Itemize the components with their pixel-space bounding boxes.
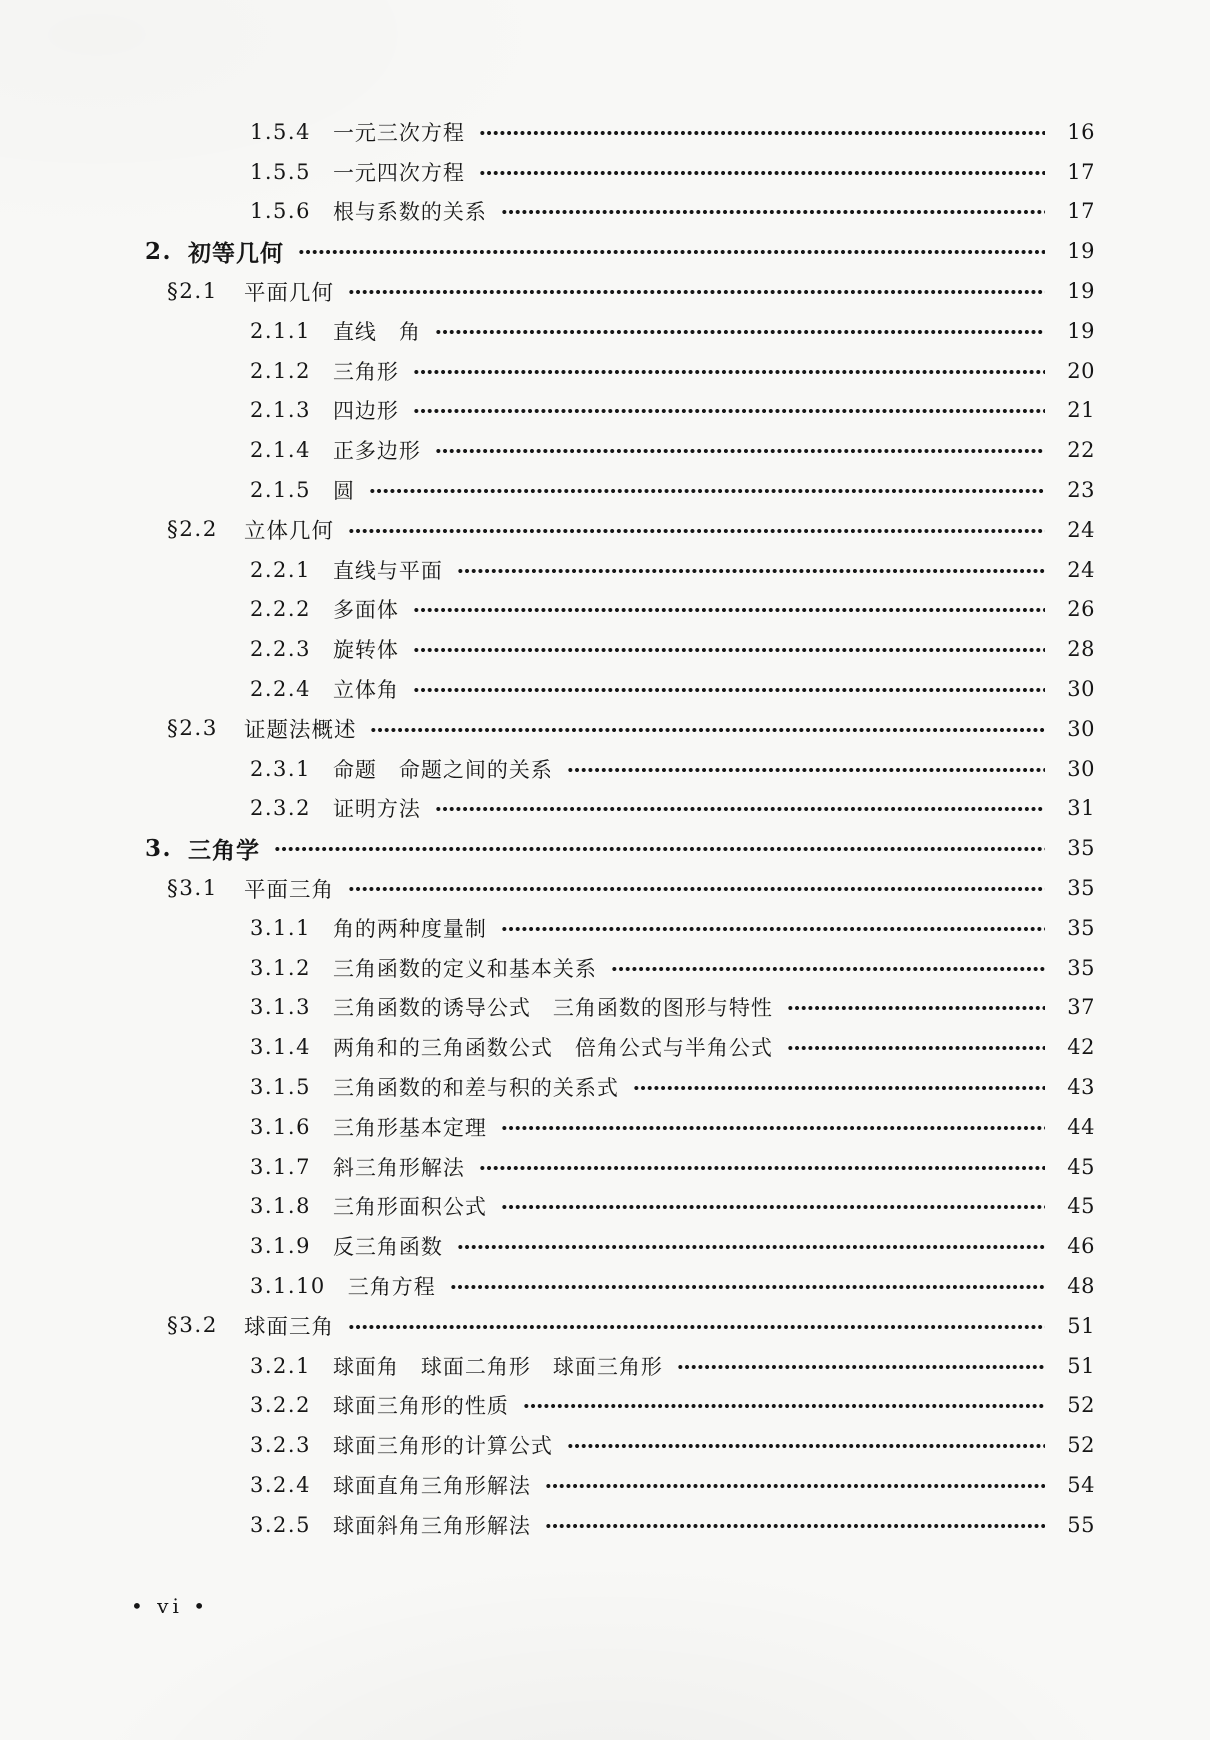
- dot-leader: [413, 361, 1045, 383]
- toc-entry-page: 35: [1067, 915, 1095, 940]
- toc-entry-page: 16: [1067, 119, 1095, 144]
- toc-entry: [145, 1425, 1095, 1465]
- dot-leader: [501, 1117, 1045, 1139]
- toc-entry-number: 2.: [145, 237, 173, 265]
- dot-leader: [633, 1077, 1045, 1099]
- toc-entry: [145, 1107, 1095, 1147]
- toc-entry-number: 2.2.1: [250, 557, 311, 582]
- toc-entry-number: 3.2.5: [250, 1512, 311, 1537]
- toc-entry: [145, 1027, 1095, 1067]
- toc-entry-number: 3.1.6: [250, 1114, 311, 1139]
- toc-entry-number: 3.: [145, 834, 173, 862]
- toc-entry-page: 35: [1067, 955, 1095, 980]
- toc-entry-page: 48: [1067, 1274, 1095, 1298]
- toc-entry-title: 三角函数的和差与积的关系式: [332, 1076, 619, 1101]
- dot-leader: [545, 1475, 1045, 1497]
- toc-entry-number: 3.1.1: [250, 915, 311, 940]
- toc-entry-title: 球面角 球面二角形 球面三角形: [332, 1354, 663, 1379]
- toc-entry-page: 30: [1067, 716, 1095, 741]
- toc-entry-page: 17: [1067, 199, 1095, 224]
- toc-entry: [145, 271, 1095, 311]
- toc-entry: [145, 510, 1095, 550]
- dot-leader: [348, 878, 1045, 900]
- dot-leader: [457, 1236, 1045, 1258]
- toc-entry-number: 1.5.5: [250, 159, 311, 184]
- toc-entry-title: 三角函数的定义和基本关系: [332, 956, 597, 981]
- toc-entry: [145, 1067, 1095, 1107]
- toc-entry: [145, 629, 1095, 669]
- toc-entry-title: 立体角: [332, 678, 399, 703]
- toc-entry: [145, 1505, 1095, 1545]
- dot-leader: [787, 1037, 1045, 1059]
- toc-entry-page: 19: [1067, 318, 1095, 343]
- toc-entry-title: 初等几何: [188, 239, 285, 267]
- toc-entry-title: 角的两种度量制: [332, 916, 487, 941]
- dot-leader: [567, 759, 1045, 781]
- dot-leader: [450, 1276, 1045, 1298]
- toc-entry: [145, 1306, 1095, 1346]
- toc-entry-title: 反三角函数: [332, 1235, 443, 1260]
- toc-entry-title: 直线与平面: [332, 558, 443, 583]
- dot-leader: [457, 560, 1045, 582]
- dot-leader: [479, 122, 1045, 144]
- toc-entry-number: 3.1.2: [250, 955, 311, 980]
- dot-leader: [413, 599, 1045, 621]
- toc-entry: [145, 1226, 1095, 1266]
- toc-entry: [145, 948, 1095, 988]
- toc-entry: [145, 1386, 1095, 1426]
- toc-entry-page: 22: [1067, 438, 1095, 463]
- dot-leader: [413, 639, 1045, 661]
- toc-entry-title: 多面体: [332, 598, 399, 623]
- toc-entry: [145, 749, 1095, 789]
- dot-leader: [677, 1356, 1045, 1378]
- toc-entry-number: 2.2.4: [250, 677, 311, 702]
- toc-entry-number: 3.1.4: [250, 1035, 311, 1060]
- toc-entry-title: 平面三角: [243, 877, 334, 903]
- dot-leader: [787, 997, 1045, 1019]
- toc-entry-page: 28: [1067, 637, 1095, 662]
- dot-leader: [479, 162, 1045, 184]
- toc-entry-title: 旋转体: [332, 638, 399, 663]
- toc-entry-title: 三角函数的诱导公式 三角函数的图形与特性: [332, 996, 773, 1021]
- toc-entry-page: 43: [1067, 1075, 1095, 1100]
- toc-entry-number: 2.1.1: [250, 318, 311, 343]
- toc-entry-number: 2.1.5: [250, 478, 311, 503]
- toc-entry: [145, 550, 1095, 590]
- toc-entry-page: 35: [1067, 876, 1095, 901]
- toc-entry-title: 球面三角形的性质: [332, 1394, 509, 1419]
- page-folio: • vi •: [131, 1594, 210, 1618]
- toc-entry-number: §2.2: [167, 517, 218, 543]
- toc-entry-page: 35: [1067, 836, 1095, 861]
- toc-entry: [145, 470, 1095, 510]
- toc-entry-page: 42: [1067, 1035, 1095, 1060]
- toc-entry-number: §2.1: [167, 278, 218, 304]
- toc-entry-title: 三角形面积公式: [332, 1195, 487, 1220]
- dot-leader: [435, 440, 1045, 462]
- table-of-contents: [145, 112, 1095, 1545]
- toc-entry-number: 3.1.8: [250, 1194, 311, 1219]
- toc-entry-number: 3.2.3: [250, 1433, 311, 1458]
- toc-entry-page: 23: [1067, 478, 1095, 503]
- toc-entry-number: 2.2.2: [250, 597, 311, 622]
- toc-entry-number: 3.1.3: [250, 995, 311, 1020]
- dot-leader: [413, 679, 1045, 701]
- toc-entry-number: 2.1.3: [250, 398, 311, 423]
- toc-entry: [145, 590, 1095, 630]
- toc-entry: [145, 988, 1095, 1028]
- toc-entry: [145, 1147, 1095, 1187]
- toc-entry-title: 球面直角三角形解法: [332, 1473, 531, 1498]
- toc-entry: [145, 1266, 1095, 1306]
- toc-entry-number: 3.2.1: [250, 1353, 311, 1378]
- toc-entry-page: 44: [1067, 1114, 1095, 1139]
- toc-entry: [145, 1187, 1095, 1227]
- dot-leader: [567, 1435, 1045, 1457]
- toc-entry-page: 24: [1067, 517, 1095, 542]
- dot-leader: [545, 1515, 1045, 1537]
- toc-entry-number: 3.1.9: [250, 1234, 311, 1259]
- dot-leader: [348, 520, 1045, 542]
- toc-entry-number: 2.2.3: [250, 637, 311, 662]
- toc-entry: [145, 192, 1095, 232]
- toc-entry-title: 一元三次方程: [332, 120, 465, 145]
- toc-entry-title: 球面三角形的计算公式: [332, 1434, 553, 1459]
- toc-entry-number: §2.3: [167, 716, 218, 742]
- dot-leader: [501, 201, 1045, 223]
- toc-entry: [145, 1346, 1095, 1386]
- toc-entry: [145, 231, 1095, 271]
- dot-leader: [298, 241, 1045, 263]
- toc-entry-page: 37: [1067, 995, 1095, 1020]
- toc-entry-number: 3.2.2: [250, 1393, 311, 1418]
- dot-leader: [435, 798, 1045, 820]
- toc-entry-page: 45: [1067, 1154, 1095, 1179]
- toc-entry-title: 斜三角形解法: [332, 1155, 465, 1180]
- toc-entry-page: 46: [1067, 1234, 1095, 1259]
- dot-leader: [611, 958, 1045, 980]
- dot-leader: [501, 1196, 1045, 1218]
- toc-entry: [145, 789, 1095, 829]
- toc-entry-page: 21: [1067, 398, 1095, 423]
- toc-entry-number: 1.5.4: [250, 119, 311, 144]
- toc-entry-page: 26: [1067, 597, 1095, 622]
- toc-entry-title: 证明方法: [332, 797, 421, 822]
- toc-entry-page: 52: [1067, 1393, 1095, 1418]
- toc-entry: [145, 430, 1095, 470]
- toc-entry: [145, 351, 1095, 391]
- toc-entry-page: 55: [1067, 1512, 1095, 1537]
- toc-entry: [145, 908, 1095, 948]
- toc-entry-title: 球面三角: [243, 1315, 334, 1341]
- toc-entry-page: 19: [1067, 279, 1095, 304]
- toc-entry-page: 31: [1067, 796, 1095, 821]
- toc-entry-title: 平面几何: [243, 280, 334, 306]
- toc-entry-title: 直线 角: [332, 319, 421, 344]
- dot-leader: [501, 918, 1045, 940]
- toc-entry: [145, 868, 1095, 908]
- toc-entry-page: 51: [1067, 1313, 1095, 1338]
- toc-entry-page: 51: [1067, 1353, 1095, 1378]
- toc-entry-title: 球面斜角三角形解法: [332, 1513, 531, 1538]
- toc-entry-page: 24: [1067, 557, 1095, 582]
- toc-entry-number: 2.3.1: [250, 756, 311, 781]
- toc-entry-title: 命题 命题之间的关系: [332, 757, 553, 782]
- toc-entry-number: 3.1.10: [250, 1274, 326, 1298]
- toc-entry-title: 证题法概述: [243, 718, 357, 744]
- toc-entry-number: 2.1.4: [250, 438, 311, 463]
- toc-entry-title: 三角形: [332, 359, 399, 384]
- toc-entry-title: 三角形基本定理: [332, 1115, 487, 1140]
- toc-entry-page: 45: [1067, 1194, 1095, 1219]
- toc-entry-number: 1.5.6: [250, 199, 311, 224]
- toc-entry: [145, 391, 1095, 431]
- toc-entry-page: 17: [1067, 159, 1095, 184]
- toc-entry-page: 19: [1067, 239, 1095, 264]
- toc-entry-title: 正多边形: [332, 439, 421, 464]
- toc-entry: [145, 112, 1095, 152]
- dot-leader: [435, 321, 1045, 343]
- toc-entry: [145, 709, 1095, 749]
- toc-entry-number: 2.1.2: [250, 358, 311, 383]
- toc-entry-title: 四边形: [332, 399, 399, 424]
- toc-entry-number: 3.1.7: [250, 1154, 311, 1179]
- toc-entry-title: 三角学: [188, 836, 261, 864]
- toc-entry: [145, 669, 1095, 709]
- dot-leader: [348, 1316, 1045, 1338]
- dot-leader: [348, 281, 1045, 303]
- toc-entry-title: 一元四次方程: [332, 160, 465, 185]
- toc-entry-number: 3.1.5: [250, 1075, 311, 1100]
- toc-entry: [145, 152, 1095, 192]
- dot-leader: [413, 400, 1045, 422]
- toc-entry-number: §3.1: [167, 875, 218, 901]
- toc-entry-title: 两角和的三角函数公式 倍角公式与半角公式: [332, 1036, 773, 1061]
- toc-entry-page: 30: [1067, 756, 1095, 781]
- dot-leader: [369, 480, 1045, 502]
- toc-entry: [145, 828, 1095, 868]
- dot-leader: [274, 838, 1045, 860]
- dot-leader: [523, 1395, 1045, 1417]
- toc-entry-title: 圆: [332, 479, 355, 504]
- toc-entry-title: 立体几何: [243, 519, 334, 545]
- toc-entry-number: §3.2: [167, 1313, 218, 1339]
- toc-entry-title: 三角方程: [347, 1275, 436, 1299]
- toc-entry-page: 54: [1067, 1472, 1095, 1497]
- toc-entry-page: 20: [1067, 358, 1095, 383]
- toc-entry-page: 30: [1067, 677, 1095, 702]
- toc-entry-page: 52: [1067, 1433, 1095, 1458]
- dot-leader: [479, 1157, 1045, 1179]
- toc-entry: [145, 1465, 1095, 1505]
- toc-entry-number: 2.3.2: [250, 796, 311, 821]
- toc-entry-title: 根与系数的关系: [332, 200, 487, 225]
- toc-entry: [145, 311, 1095, 351]
- toc-entry-number: 3.2.4: [250, 1472, 311, 1497]
- dot-leader: [370, 719, 1045, 741]
